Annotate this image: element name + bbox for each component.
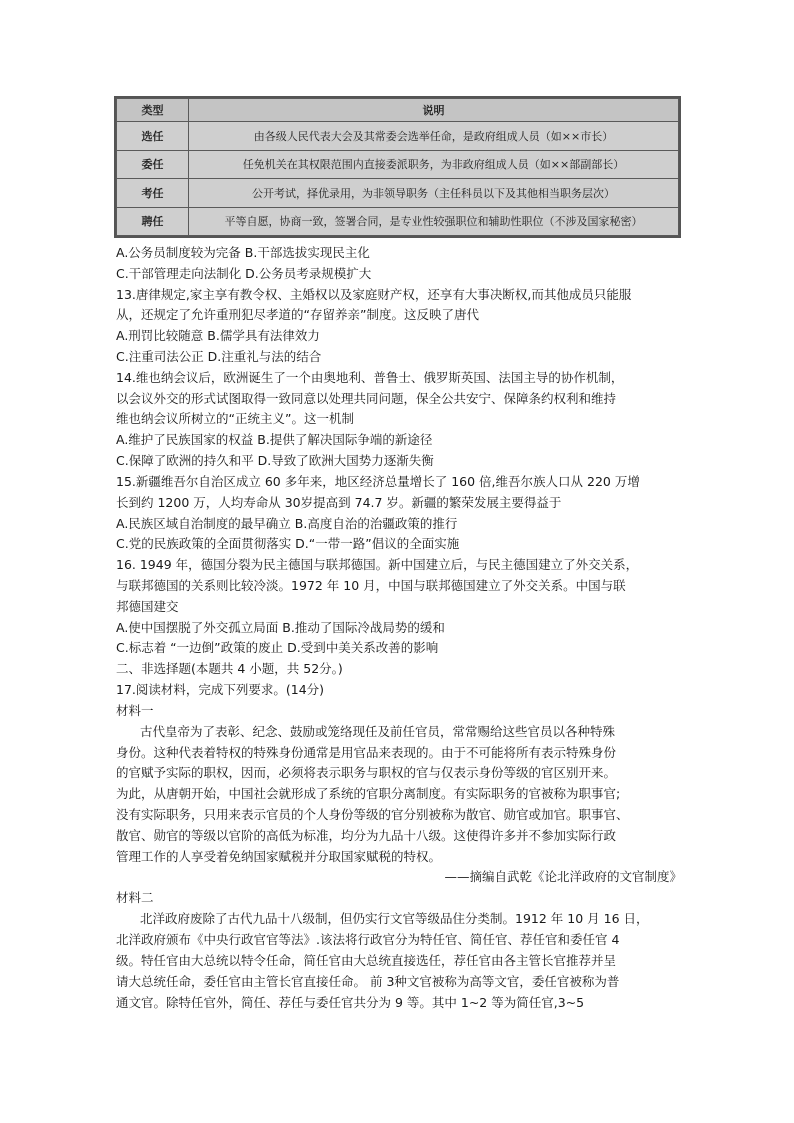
q15-options-ab: A.民族区域自治制度的最早确立 B.高度自治的治疆政策的推行 xyxy=(116,516,458,531)
q14-stem-line: 以会议外交的形式试图取得一致同意以处理共同问题，保全公共安宁、保障条约权利和维持 xyxy=(116,391,617,406)
material-two-paragraph: 级。特任官由大总统以特令任命，简任官由大总统直接选任，荐任官由各主管长官推荐并呈 xyxy=(116,953,617,968)
q12-options-ab: A.公务员制度较为完备 B.干部选拔实现民主化 xyxy=(116,245,370,260)
table-cell-type: 委任 xyxy=(117,150,189,179)
table-row xyxy=(117,207,679,236)
table-cell-type: 聘任 xyxy=(117,207,189,236)
q13-options-cd: C.注重司法公正 D.注重礼与法的结合 xyxy=(116,349,322,364)
material-two-paragraph: 北洋政府颁布《中央行政官官等法》.该法将行政官分为特任官、简任官、荐任官和委任官 4 xyxy=(116,932,620,947)
q17-instruction: 17.阅读材料，完成下列要求。(14分) xyxy=(116,682,325,697)
material-two-label: 材料二 xyxy=(116,890,154,905)
q12-options-cd: C.干部管理走向法制化 D.公务员考录规模扩大 xyxy=(116,266,372,281)
table-cell-type: 考任 xyxy=(117,179,189,208)
material-one-citation: ——摘编自武乾《论北洋政府的文官制度》 xyxy=(444,869,682,884)
material-one-paragraph: 身份。这种代表着特权的特殊身份通常是用官品来表现的。由于不可能将所有表示特殊身份 xyxy=(116,745,617,760)
material-two-paragraph: 北洋政府废除了古代九品十八级制，但仍实行文官等级品住分类制。1912 年 10 月 16 日， xyxy=(140,911,649,926)
q14-stem-line: 14.维也纳会议后，欧洲诞生了一个由奥地利、普鲁士、俄罗斯英国、法国主导的协作机制， xyxy=(116,370,624,385)
material-one-paragraph: 没有实际职务，只用来表示官员的个人身份等级的官分别被称为散官、勋官或加官。职事官、 xyxy=(116,807,629,822)
q16-stem-line: 与联邦德国的关系则比较冷淡。1972 年 10 月，中国与联邦德国建立了外交关系。中国与联 xyxy=(116,578,626,593)
material-one-paragraph: 的官赋予实际的职权，因而，必须将表示职务与职权的官与仅表示身份等级的官区别开来。 xyxy=(116,765,617,780)
section-heading: 二、非选择题(本题共 4 小题，共 52分。) xyxy=(116,661,343,676)
q13-stem-line: 13.唐律规定,家主享有教令权、主婚权以及家庭财产权，还享有大事决断权,而其他成员只能服 xyxy=(116,287,632,302)
appointment-types-table xyxy=(114,96,681,238)
q13-options-ab: A.刑罚比较随意 B.儒学具有法律效力 xyxy=(116,328,320,343)
material-one-label: 材料一 xyxy=(116,703,154,718)
table-header-row xyxy=(117,99,679,122)
table-row xyxy=(117,122,679,151)
material-one-paragraph: 散官、勋官的等级以官阶的高低为标准，均分为九品十八级。这使得许多并不参加实际行政 xyxy=(116,828,617,843)
table-row xyxy=(117,179,679,208)
table-header-desc: 说明 xyxy=(189,99,679,122)
table-header-type: 类型 xyxy=(117,99,189,122)
q16-options-cd: C.标志着 “一边倒”政策的废止 D.受到中美关系改善的影响 xyxy=(116,640,439,655)
q15-stem-line: 15.新疆维吾尔自治区成立 60 多年来，地区经济总量增长了 160 倍,维吾尔族人口从 220 万增 xyxy=(116,474,640,489)
table-cell-desc: 任免机关在其权限范围内直接委派职务，为非政府组成人员（如××部副部长） xyxy=(189,150,679,179)
material-one-paragraph: 为此，从唐朝开始，中国社会就形成了系统的官职分离制度。有实际职务的官被称为职事官; xyxy=(116,786,621,801)
q16-options-ab: A.使中国摆脱了外交孤立局面 B.推动了国际冷战局势的缓和 xyxy=(116,620,445,635)
table-cell-desc: 公开考试，择优录用，为非领导职务（主任科员以下及其他相当职务层次） xyxy=(189,179,679,208)
material-one-paragraph: 古代皇帝为了表彰、纪念、鼓励或笼络现任及前任官员，常常赐给这些官员以各种特殊 xyxy=(140,724,616,739)
q13-stem-line: 从，还规定了允许重刑犯尽孝道的“存留养亲”制度。这反映了唐代 xyxy=(116,307,479,322)
table-row xyxy=(117,150,679,179)
q14-stem-line: 维也纳会议所树立的“正统主义”。这一机制 xyxy=(116,411,354,426)
table-cell-type: 选任 xyxy=(117,122,189,151)
q15-options-cd: C.党的民族政策的全面贯彻落实 D.“一带一路”倡议的全面实施 xyxy=(116,536,460,551)
table-cell-desc: 平等自愿，协商一致，签署合同，是专业性较强职位和辅助性职位（不涉及国家秘密） xyxy=(189,207,679,236)
q14-options-ab: A.维护了民族国家的权益 B.提供了解决国际争端的新途径 xyxy=(116,432,433,447)
table-cell-desc: 由各级人民代表大会及其常委会选举任命，是政府组成人员（如××市长） xyxy=(189,122,679,151)
q14-options-cd: C.保障了欧洲的持久和平 D.导致了欧洲大国势力逐渐失衡 xyxy=(116,453,434,468)
material-one-paragraph: 管理工作的人享受着免纳国家赋税并分取国家赋税的特权。 xyxy=(116,849,442,864)
material-two-paragraph: 请大总统任命，委任官由主管长官直接任命。 前 3种文官被称为高等文官，委任官被称为普 xyxy=(116,974,620,989)
q16-stem-line: 16. 1949 年，德国分裂为民主德国与联邦德国。新中国建立后，与民主德国建立了外交关系， xyxy=(116,557,639,572)
q16-stem-line: 邦德国建交 xyxy=(116,599,179,614)
material-two-paragraph: 通文官。除特任官外，简任、荐任与委任官共分为 9 等。其中 1~2 等为简任官,3~5 xyxy=(116,995,585,1010)
q15-stem-line: 长到约 1200 万，人均寿命从 30岁提高到 74.7 岁。新疆的繁荣发展主要得益于 xyxy=(116,495,562,510)
